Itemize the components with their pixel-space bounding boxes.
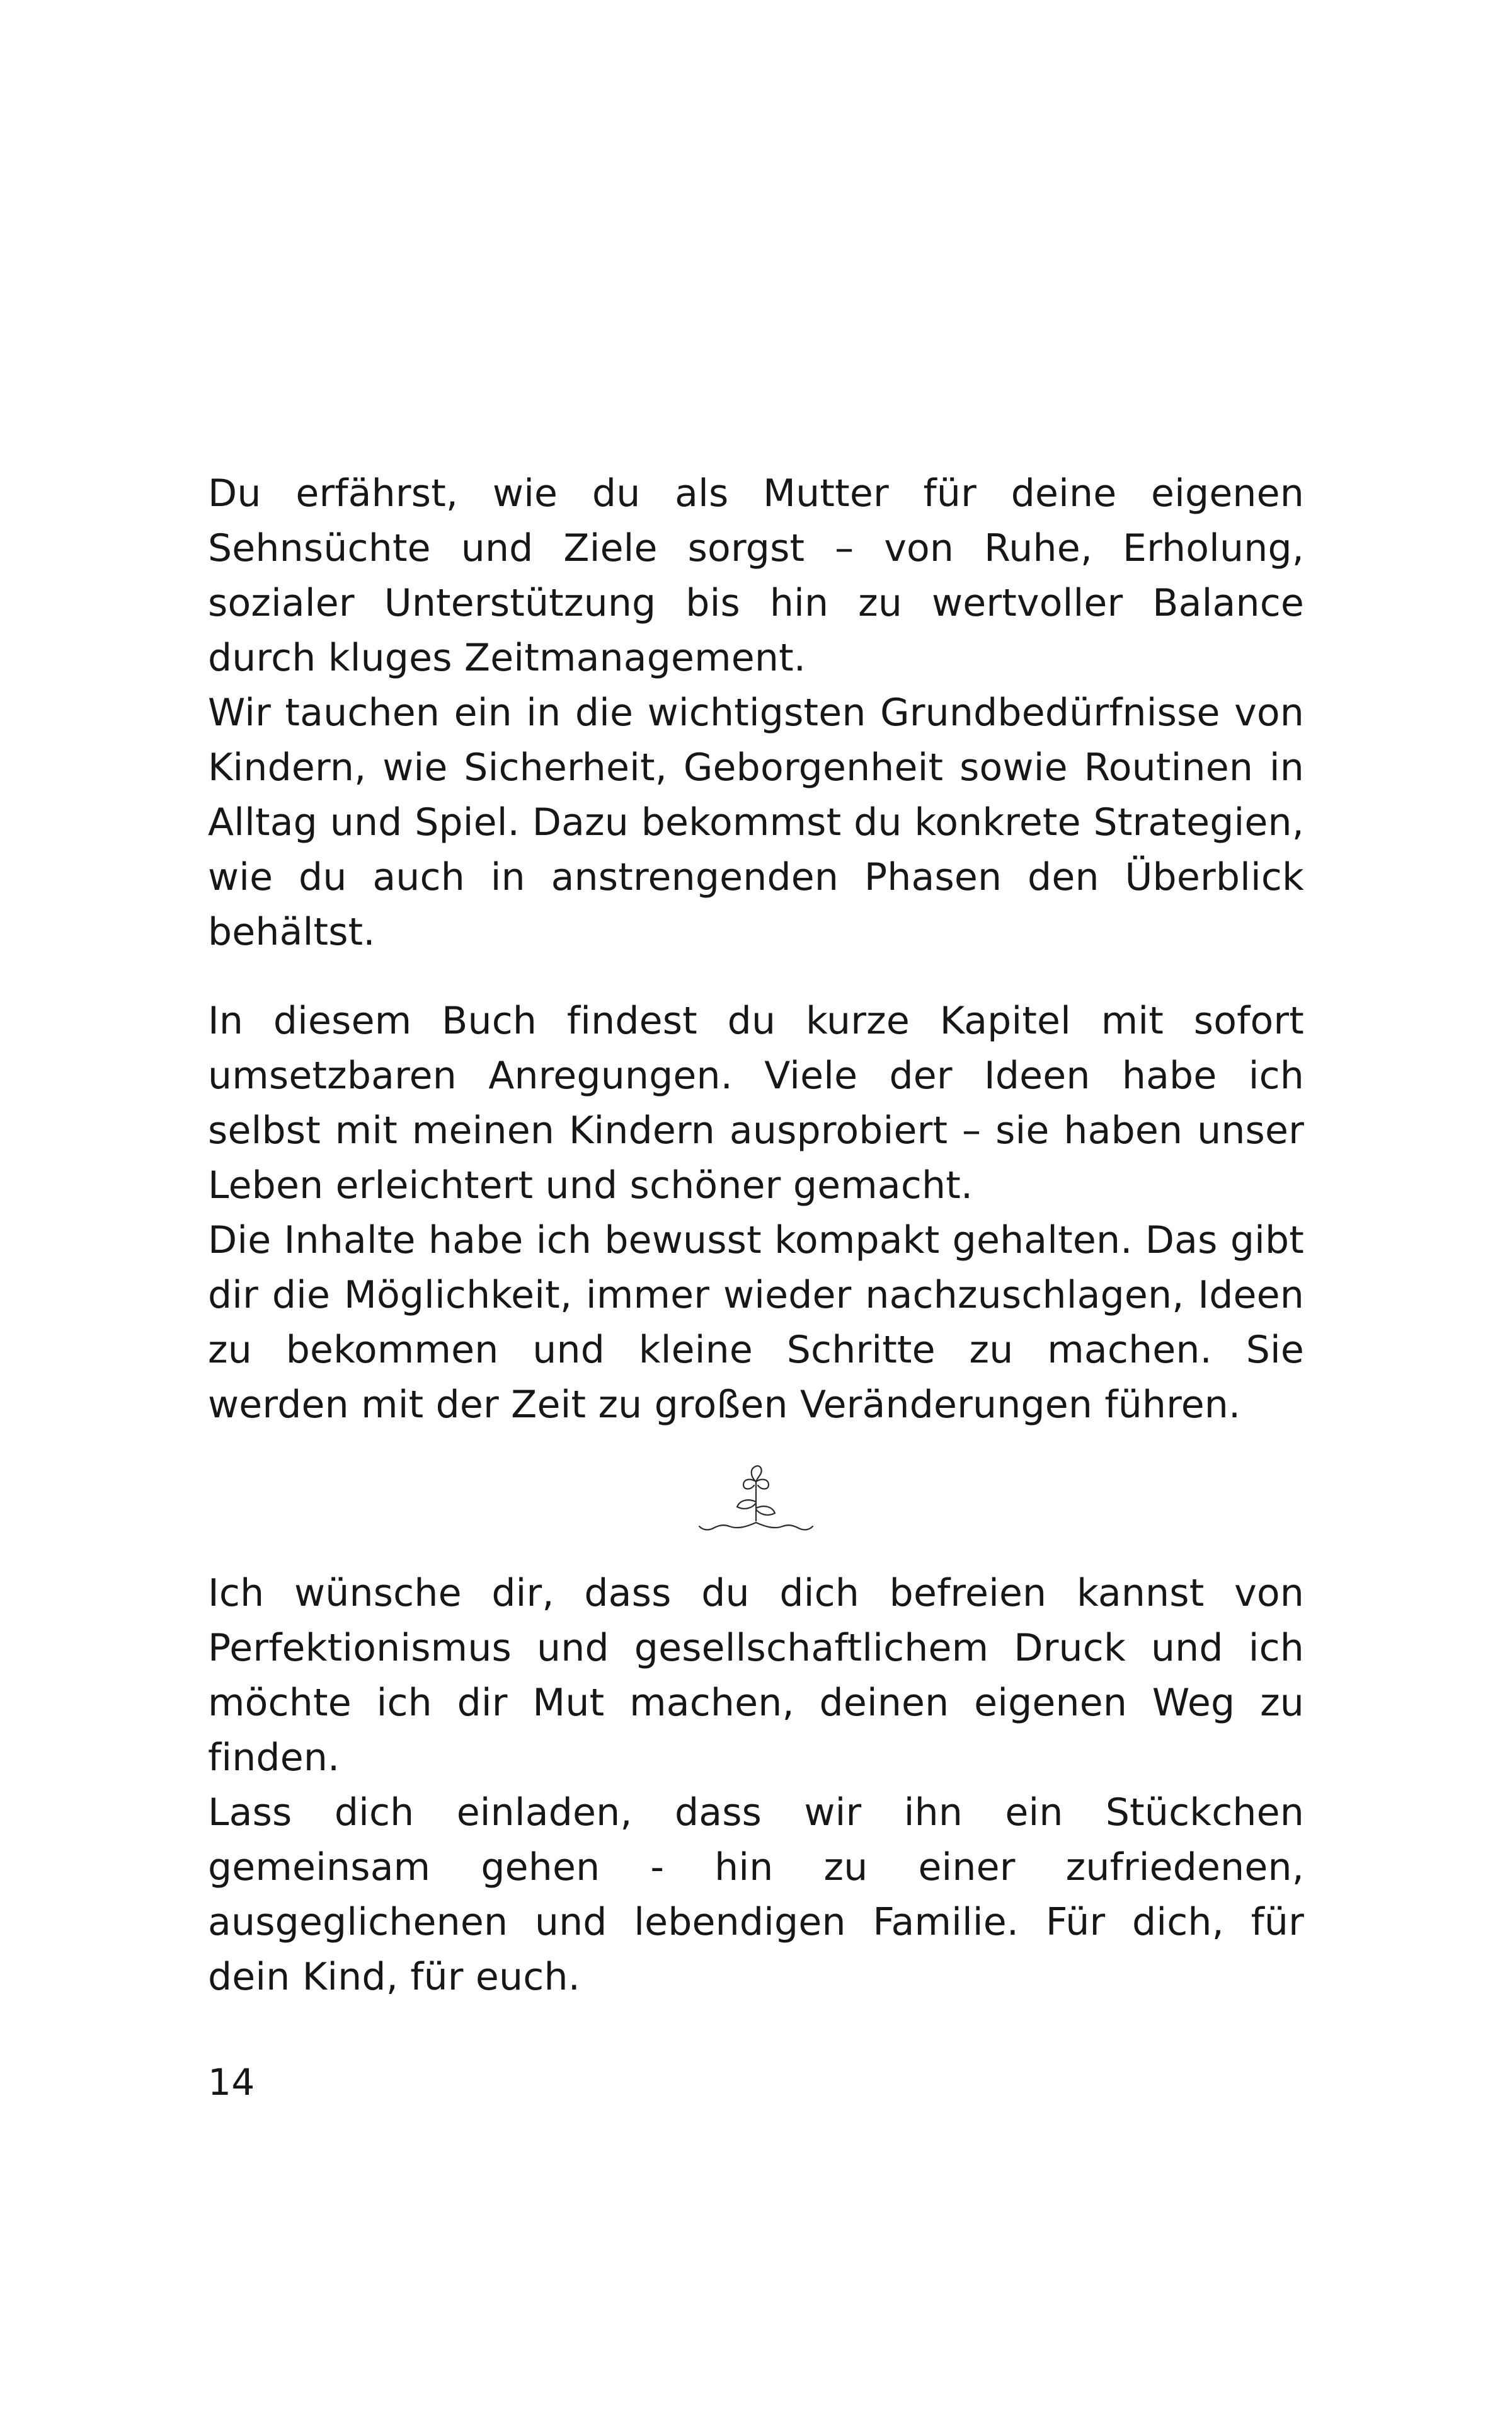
paragraph-1: Du erfährst, wie du als Mutter für deine eigenen Sehnsüchte und Ziele sorgst – von Ruhe, Erholung, sozialer Unterstützung bis hin zu wertvoller Balance durch kluges Zeitmanagement.: [208, 471, 1304, 680]
paragraph-2: Wir tauchen ein in die wichtigsten Grundbedürfnisse von Kindern, wie Sicherheit, Geborgenheit sowie Routinen in Alltag und Spiel. Dazu bekommst du konkrete Strategien, wie du auch in anstrengenden Phasen den Überblick behältst.: [208, 691, 1304, 954]
page-number: 14: [208, 2061, 255, 2104]
paragraph-4: Die Inhalte habe ich bewusst kompakt gehalten. Das gibt dir die Möglichkeit, immer wieder nachzuschlagen, Ideen zu bekommen und kleine Schritte zu machen. Sie werden mit der Zeit zu großen Veränderungen führen.: [208, 1218, 1304, 1427]
paragraph-3: In diesem Buch findest du kurze Kapitel mit sofort umsetzbaren Anregungen. Viele der Ideen habe ich selbst mit meinen Kindern ausprobiert – sie haben unser Leben erleichtert und schöner gemacht.: [208, 999, 1304, 1207]
body-text-column: [208, 466, 1304, 2005]
flower-sprig-divider-icon: [208, 1463, 1304, 1545]
paragraph-6: Lass dich einladen, dass wir ihn ein Stückchen gemeinsam gehen - hin zu einer zufriedenen, ausgeglichenen und lebendigen Familie. Für dich, für dein Kind, für euch.: [208, 1790, 1304, 1999]
paragraph-spacer: [208, 960, 1304, 994]
paragraph-5: Ich wünsche dir, dass du dich befreien kannst von Perfektionismus und gesellschaftlichem Druck und ich möchte ich dir Mut machen, deinen eigenen Weg zu finden.: [208, 1571, 1304, 1780]
